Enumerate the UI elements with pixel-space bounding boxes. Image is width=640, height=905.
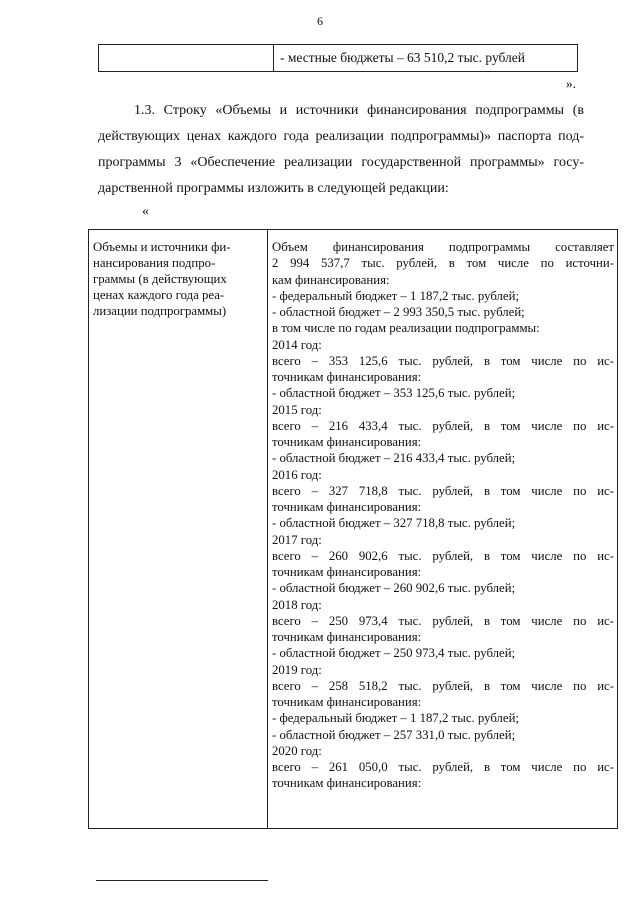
continued-table-left-cell (99, 45, 274, 71)
value-line: точникам финансирования: (272, 565, 422, 579)
value-line: точникам финансирования: (272, 435, 422, 449)
paragraph-line: дарственной программы изложить в следующей редакции: (98, 181, 449, 196)
value-line: всего – 353 125,6 тыс. рублей, в том числе по ис- (272, 353, 614, 368)
value-line: 2018 год: (272, 597, 322, 612)
label-line: Объемы и источники фи- (93, 240, 231, 254)
value-line: - областной бюджет – 327 718,8 тыс. рублей; (272, 516, 516, 531)
value-line: кам финансирования: (272, 272, 390, 287)
value-line: - областной бюджет – 260 902,6 тыс. рублей; (272, 581, 516, 596)
value-line: 2014 год: (272, 337, 322, 352)
opening-quote: « (142, 204, 149, 219)
financing-table-value-cell (268, 230, 617, 828)
value-line: всего – 216 433,4 тыс. рублей, в том числе по ис- (272, 418, 614, 433)
value-line: точникам финансирования: (272, 776, 422, 791)
closing-quote: ». (565, 76, 576, 91)
page-number: 6 (317, 14, 323, 28)
value-line: - областной бюджет – 353 125,6 тыс. рублей; (272, 386, 516, 401)
value-line: Объем финансирования подпрограммы составляет (272, 240, 614, 254)
label-line: лизации подпрограммы) (93, 304, 227, 318)
value-line: точникам финансирования: (272, 370, 422, 384)
value-line: всего – 260 902,6 тыс. рублей, в том числе по ис- (272, 548, 614, 563)
value-line: 2017 год: (272, 532, 322, 547)
value-line: всего – 327 718,8 тыс. рублей, в том числе по ис- (272, 483, 614, 498)
value-line: - областной бюджет – 250 973,4 тыс. рублей; (272, 646, 516, 661)
value-line: всего – 261 050,0 тыс. рублей, в том числе по ис- (272, 760, 614, 774)
continued-table-right-cell: - местные бюджеты – 63 510,2 тыс. рублей (280, 50, 526, 65)
paragraph-line: действующих ценах каждого года реализации подпрограммы)» паспорта под- (98, 129, 584, 144)
value-line: - областной бюджет – 257 331,0 тыс. рублей; (272, 727, 516, 742)
value-line: всего – 258 518,2 тыс. рублей, в том числе по ис- (272, 678, 614, 693)
value-line: точникам финансирования: (272, 695, 422, 709)
value-line: точникам финансирования: (272, 630, 422, 644)
value-line: 2 994 537,7 тыс. рублей, в том числе по источни- (272, 256, 614, 271)
value-line: 2019 год: (272, 662, 322, 677)
paragraph-line: 1.3. Строку «Объемы и источники финансирования подпрограммы (в (134, 103, 584, 118)
value-line: - областной бюджет – 216 433,4 тыс. рублей; (272, 451, 516, 466)
label-line: ценах каждого года реа- (93, 288, 225, 302)
amendment-paragraph (98, 98, 584, 202)
paragraph-line: программы 3 «Обеспечение реализации государственной программы» госу- (98, 155, 584, 170)
footnote-separator (96, 880, 268, 881)
value-line: всего – 250 973,4 тыс. рублей, в том числе по ис- (272, 613, 614, 628)
financing-table-label-cell (89, 230, 268, 828)
value-line: - областной бюджет – 2 993 350,5 тыс. рублей; (272, 305, 525, 319)
continued-table (98, 44, 578, 72)
financing-table (88, 229, 618, 829)
value-line: 2020 год: (272, 743, 322, 758)
value-line: в том числе по годам реализации подпрограммы: (272, 321, 540, 336)
value-line: точникам финансирования: (272, 500, 422, 514)
value-line: - федеральный бюджет – 1 187,2 тыс. рублей; (272, 288, 520, 303)
label-line: нансирования подпро- (93, 256, 216, 270)
value-line: - федеральный бюджет – 1 187,2 тыс. рублей; (272, 711, 520, 726)
label-line: граммы (в действующих (93, 272, 227, 286)
value-line: 2015 год: (272, 402, 322, 417)
value-line: 2016 год: (272, 467, 322, 482)
